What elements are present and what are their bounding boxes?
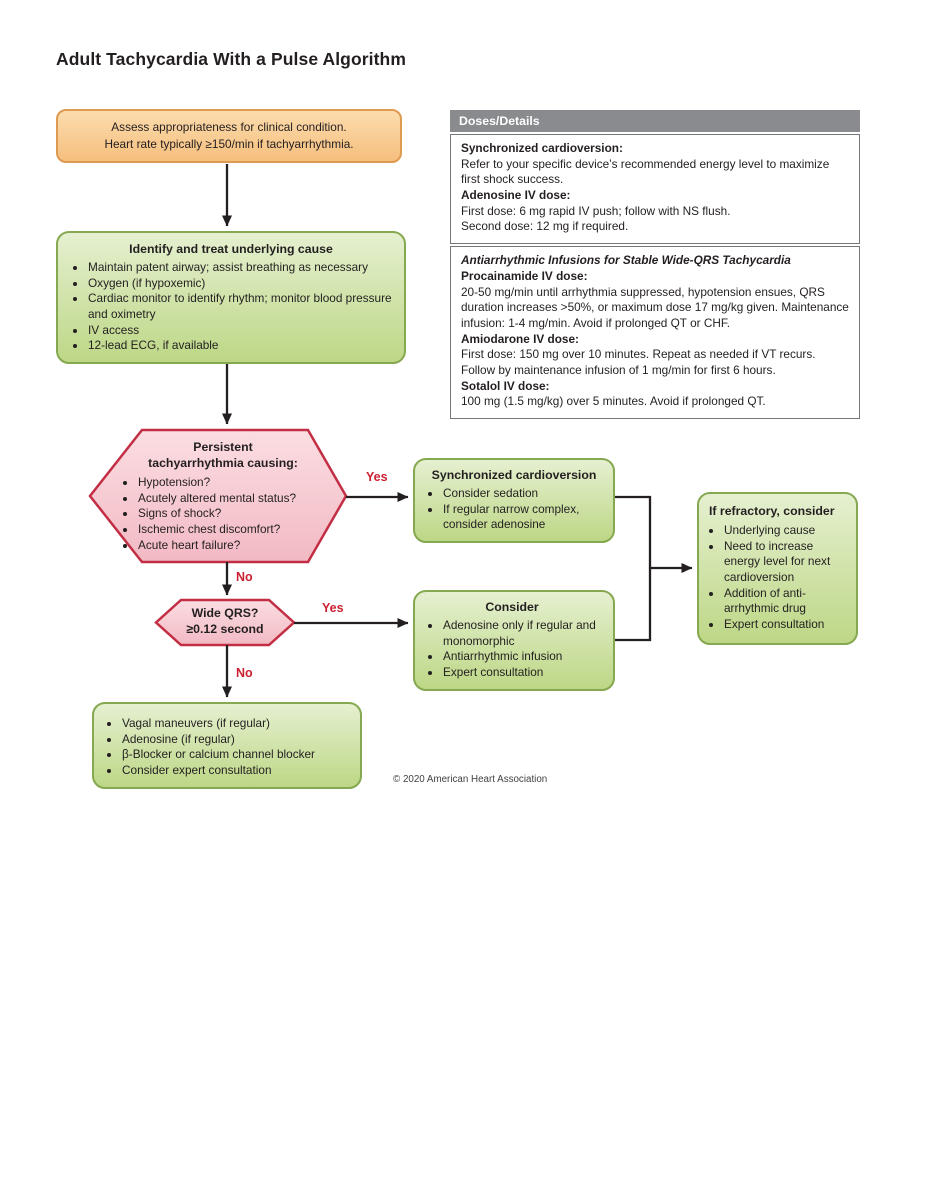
list-item: • Addition of anti-arrhythmic drug [723,586,848,617]
sync-box-title: Synchronized cardioversion [431,468,597,482]
list-item: • Consider expert consultation [121,763,350,779]
persistent-title-line-1: Persistent [193,440,253,454]
persistent-yes-label: Yes [366,470,388,484]
copyright-text: © 2020 American Heart Association [393,774,548,785]
assess-box-text [66,119,392,153]
consider-box-title: Consider [485,600,539,614]
wide-qrs-hexagon-content [158,606,292,638]
persistent-bullet-list [120,475,326,553]
narrow-bullet-list [104,716,350,779]
doses-line: Second dose: 12 mg if required. [461,219,629,234]
page-title: Adult Tachycardia With a Pulse Algorithm [56,49,407,69]
sync-bullet-list [425,486,603,533]
assess-line-1: Assess appropriateness for clinical condition. [111,120,347,134]
persistent-title [120,440,326,472]
persistent-no-label: No [236,570,253,584]
list-item: • Vagal maneuvers (if regular) [121,716,350,732]
connector-merge-bracket [613,497,650,640]
doses-line: Refer to your specific device’s recommended energy level to maximize first shock success. [461,156,830,187]
list-item: • Adenosine only if regular and monomorphic [442,618,599,649]
wide-qrs-title-line-1: Wide QRS? [191,606,259,620]
consider-box [413,590,615,691]
list-item: • Underlying cause [723,523,848,539]
list-item: • Acute heart failure? [137,538,326,554]
doses-line: 100 mg (1.5 mg/kg) over 5 minutes. Avoid if prolonged QT. [461,394,766,409]
assess-box [56,109,402,163]
doses-section-2 [450,246,860,419]
persistent-hexagon-content [120,440,326,553]
doses-line: Synchronized cardioversion: [461,141,623,155]
refractory-box [697,492,858,645]
narrow-qrs-box [92,702,362,789]
wide-qrs-yes-label: Yes [322,601,344,615]
persistent-title-line-2: tachyarrhythmia causing: [148,455,298,470]
list-item: • If regular narrow complex, consider adenosine [442,502,603,533]
doses-line: First dose: 150 mg over 10 minutes. Repeat as needed if VT recurs. Follow by maintenance infusion of 1 mg/min for first 6 hours. [461,347,816,377]
list-item: • Maintain patent airway; assist breathing as necessary [87,260,392,276]
wide-qrs-title-line-2: ≥0.12 second [186,621,264,636]
list-item: • Ischemic chest discomfort? [137,522,326,538]
synchronized-cardioversion-box [413,458,615,543]
list-item: • 12-lead ECG, if available [87,338,392,354]
list-item: • Expert consultation [723,617,848,633]
assess-line-2: Heart rate typically ≥150/min if tachyarrhythmia. [104,137,354,152]
list-item: • Hypotension? [137,475,326,491]
doses-line: Antiarrhythmic Infusions for Stable Wide-QRS Tachycardia [461,253,791,268]
doses-panel-header: Doses/Details [450,110,860,132]
doses-line: Adenosine IV dose: [461,188,571,203]
list-item: • Antiarrhythmic infusion [442,649,599,665]
wide-qrs-no-label: No [236,666,253,680]
consider-bullet-list [425,618,599,681]
identify-box-title: Identify and treat underlying cause [129,242,333,256]
doses-line: 20-50 mg/min until arrhythmia suppressed, hypotension ensues, QRS duration increases >50%, or maximum dose 17 mg/kg given. Maintenance infusion: 1-4 mg/min. Avoid if prolonged QT or CHF. [461,284,849,330]
list-item: • Consider sedation [442,486,603,502]
list-item: • Cardiac monitor to identify rhythm; monitor blood pressure and oximetry [87,291,392,322]
wide-qrs-title [158,606,292,638]
list-item: • IV access [87,323,392,339]
list-item: • Need to increase energy level for next cardioversion [723,539,848,586]
identify-bullet-list [70,260,392,354]
list-item: • Expert consultation [442,665,599,681]
refractory-bullet-list [709,523,848,633]
identify-box [56,231,406,364]
doses-line: Sotalol IV dose: [461,378,550,393]
doses-section-1 [450,134,860,244]
list-item: • Oxygen (if hypoxemic) [87,276,392,292]
list-item: • Signs of shock? [137,506,326,522]
doses-line: Amiodarone IV dose: [461,331,579,346]
list-item: • Acutely altered mental status? [137,491,326,507]
list-item: • Adenosine (if regular) [121,732,350,748]
list-item: • β-Blocker or calcium channel blocker [121,747,350,763]
doses-line: Procainamide IV dose: [461,268,588,283]
doses-details-panel [450,110,860,419]
refractory-box-title: If refractory, consider [709,504,835,518]
doses-line: First dose: 6 mg rapid IV push; follow with NS flush. [461,203,731,218]
